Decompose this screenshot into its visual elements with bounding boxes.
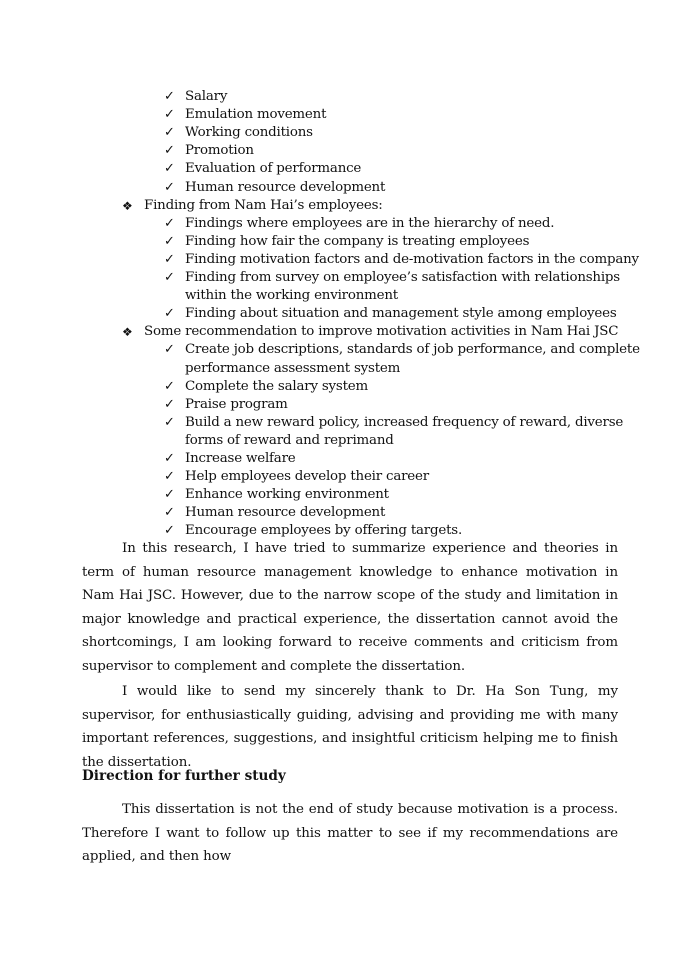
list-item: Help employees develop their career [185, 469, 429, 485]
paragraph-thanks [82, 680, 618, 774]
checkmark-icon: ✓ [164, 342, 175, 358]
list-item: Human resource development [185, 179, 386, 195]
list-item: Human resource development [185, 505, 386, 521]
list-item: Enhance working environment [185, 487, 389, 503]
list-item: Build a new reward policy, increased frequency of reward, diverse [185, 414, 624, 430]
list-item: Finding motivation factors and de-motivation factors in the company [185, 251, 639, 267]
checkmark-icon: ✓ [164, 505, 175, 521]
list-item: Increase welfare [185, 451, 296, 466]
paragraph-text: I would like to send my sincerely thank to Dr. Ha Son Tung, my supervisor, for enthusiastically guiding, advising and providing me with many important references, suggestions, and insightful criticism helping me to finish the dissertation. [82, 684, 618, 770]
checkmark-icon: ✓ [164, 125, 175, 141]
list-item: Emulation movement [185, 107, 327, 123]
checkmark-icon: ✓ [164, 233, 175, 249]
list-item: Promotion [185, 143, 254, 159]
checkmark-icon: ✓ [164, 143, 175, 159]
checkmark-icon: ✓ [164, 378, 175, 394]
checkmark-icon: ✓ [164, 396, 175, 412]
paragraph-further-study [82, 798, 618, 869]
checkmark-icon: ✓ [164, 251, 175, 267]
list-item: Encourage employees by offering targets. [185, 523, 463, 539]
diamond-bullet-icon: ❖ [122, 325, 133, 340]
list-item: forms of reward and reprimand [185, 432, 394, 448]
section-heading: Direction for further study [82, 768, 286, 784]
checkmark-icon: ✓ [164, 487, 175, 503]
checkmark-icon: ✓ [164, 179, 175, 195]
list-item: Complete the salary system [185, 378, 368, 394]
list-item: Finding from survey on employee’s satisfaction with relationships [185, 270, 620, 285]
checkmark-icon: ✓ [164, 270, 175, 285]
list-item: Findings where employees are in the hierarchy of need. [185, 215, 555, 231]
list-item: Working conditions [185, 125, 313, 141]
checkmark-icon: ✓ [164, 215, 175, 231]
diamond-bullet-icon: ❖ [122, 198, 133, 213]
list-item: Evaluation of performance [185, 161, 362, 177]
list-item: Salary [185, 89, 228, 104]
list-heading: Finding from Nam Hai’s employees: [144, 197, 383, 213]
list-item: Finding about situation and management style among employees [185, 306, 617, 322]
list-item: Create job descriptions, standards of job performance, and complete [185, 342, 640, 358]
checkmark-icon: ✓ [164, 89, 175, 104]
checkmark-icon: ✓ [164, 523, 175, 539]
list-item: performance assessment system [185, 360, 401, 376]
list-item: Finding how fair the company is treating employees [185, 233, 530, 249]
checkmark-icon: ✓ [164, 414, 175, 430]
checkmark-icon: ✓ [164, 306, 175, 322]
checkmark-icon: ✓ [164, 161, 175, 177]
paragraph-summary [82, 537, 618, 679]
list-item: within the working environment [185, 288, 398, 304]
checkmark-icon: ✓ [164, 107, 175, 123]
checkmark-icon: ✓ [164, 451, 175, 466]
list-item: Praise program [185, 396, 288, 412]
checkmark-icon: ✓ [164, 469, 175, 485]
paragraph-text: In this research, I have tried to summarize experience and theories in term of human resource management knowledge to enhance motivation in Nam Hai JSC. However, due to the narrow scope of the study and limitation in major knowledge and practical experience, the dissertation cannot avoid the shortcomings, I am looking forward to receive comments and criticism from supervisor to complement and complete the dissertation. [82, 541, 618, 674]
paragraph-text: This dissertation is not the end of study because motivation is a process. Therefore I want to follow up this matter to see if my recommendations are applied, and then how [82, 802, 618, 865]
list-heading: Some recommendation to improve motivation activities in Nam Hai JSC [144, 324, 619, 340]
